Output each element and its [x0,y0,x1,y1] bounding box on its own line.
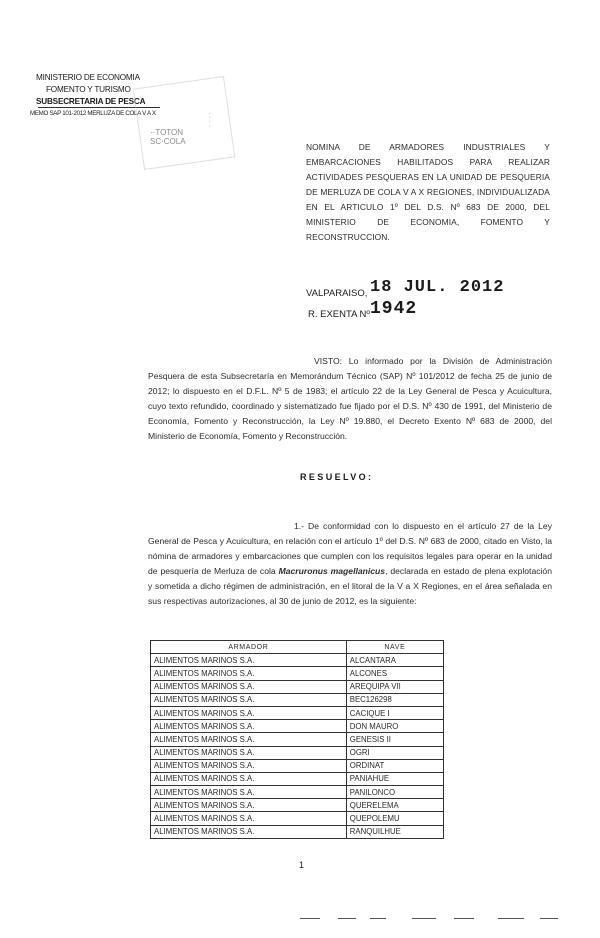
table-row [151,772,444,785]
page-number: 1 [299,860,305,870]
armador-cell: ALIMENTOS MARINOS S.A. [151,733,347,746]
footer-mark [498,918,524,919]
table-row [151,720,444,733]
place-label: VALPARAISO, [306,288,368,299]
footer-mark [540,918,558,919]
table-row [151,693,444,706]
table-row [151,667,444,680]
nave-cell: ALCONES [346,667,443,680]
armador-cell: ALIMENTOS MARINOS S.A. [151,759,347,772]
armador-cell: ALIMENTOS MARINOS S.A. [151,799,347,812]
official-stamp-text: ··TOTON SC·COLA [150,128,186,146]
nave-cell: CACIQUE I [346,706,443,719]
nave-cell: AREQUIPA VII [346,680,443,693]
official-stamp [133,76,236,170]
species-name: Macruronus magellanicus [278,566,386,577]
nave-cell: ALCANTARA [346,654,443,667]
table-row [151,706,444,719]
footer-mark [338,918,356,919]
nave-cell: PANILONCO [346,786,443,799]
armador-cell: ALIMENTOS MARINOS S.A. [151,693,347,706]
footer-mark [454,918,474,919]
table-row [151,759,444,772]
table-row [151,812,444,825]
table-row [151,746,444,759]
vessel-table-header [151,641,444,654]
nave-cell: DON MAURO [346,720,443,733]
armador-cell: ALIMENTOS MARINOS S.A. [151,680,347,693]
letterhead-subsecretaria: SUBSECRETARIA DE PESCA [36,97,146,106]
nave-cell: QUEPOLEMU [346,812,443,825]
armador-cell: ALIMENTOS MARINOS S.A. [151,746,347,759]
visto-paragraph: VISTO: Lo informado por la División de Administración Pesquera de esta Subsecretaría en Memorándum Técnico (SAP) Nº 101/2012 de fecha 25 de junio de 2012; lo dispuesto en el D.F.L. Nº 5 de 1983; el artículo 22 de la Ley General de Pesca y Acuicultura, cuyo texto refundido, coordinado y sistematizado fue fijado por el D.S. Nº 430 de 1991, del Ministerio de Economía, Fomento y Reconstrucción, la Ley Nº 19.880, el Decreto Exento Nº 683 de 2000, del Ministerio de Economía, Fomento y Reconstrucción. [148,356,552,442]
letterhead-fomento: FOMENTO Y TURISMO [46,85,131,94]
table-row [151,825,444,838]
vessel-table [150,640,444,839]
official-stamp-vertical: · · · · [206,112,213,128]
letterhead-ministry: MINISTERIO DE ECONOMIA [36,73,140,82]
footer-mark [370,918,386,919]
footer-mark [412,918,436,919]
nave-cell: PANIAHUE [346,772,443,785]
armador-cell: ALIMENTOS MARINOS S.A. [151,825,347,838]
armador-cell: ALIMENTOS MARINOS S.A. [151,720,347,733]
table-row [151,786,444,799]
armador-cell: ALIMENTOS MARINOS S.A. [151,706,347,719]
nave-cell: GENESIS II [346,733,443,746]
nave-cell: BEC126298 [346,693,443,706]
table-row [151,733,444,746]
nave-cell: QUERELEMA [346,799,443,812]
armador-cell: ALIMENTOS MARINOS S.A. [151,654,347,667]
header-nave: NAVE [346,641,443,654]
resolution-label: R. EXENTA Nº [308,309,370,320]
article-1-paragraph [148,519,552,610]
armador-cell: ALIMENTOS MARINOS S.A. [151,786,347,799]
letterhead-memo-ref: MEMO SAP 101-2012 MERLUZA DE COLA V A X [30,110,156,117]
resolution-title: NOMINA DE ARMADORES INDUSTRIALES Y EMBARCACIONES HABILITADOS PARA REALIZAR ACTIVIDADES PESQUERAS EN LA UNIDAD DE PESQUERIA DE MERLUZA DE COLA V A X REGIONES, INDIVIDUALIZADA EN EL ARTICULO 1º DEL D.S. Nº 683 DE 2000, DEL MINISTERIO DE ECONOMIA, FOMENTO Y RECONSTRUCCION. [306,142,550,242]
armador-cell: ALIMENTOS MARINOS S.A. [151,812,347,825]
nave-cell: ORDINAT [346,759,443,772]
armador-cell: ALIMENTOS MARINOS S.A. [151,667,347,680]
resolution-number: 1942 [370,299,418,319]
nave-cell: OGRI [346,746,443,759]
footer-mark [300,918,320,919]
table-row [151,799,444,812]
article-1-text-start: 1.- De conformidad con lo dispuesto en el artículo 27 de la Ley General de Pesca y Acuicultura, en relación con el artículo 1º del D.S. Nº 683 de 2000, citado en Visto, la nómina de armadores y embarcaciones que cumplen con los requisitos legales para operar en la unidad de pesquería de Merluza de cola [148,521,552,577]
article-1-text-end: , declarada en estado de plena explotación y sometida a dicho régimen de administración, en el litoral de la V a X Regiones, en el área señalada en sus respectivas autorizaciones, al 30 de junio de 2012, es la siguiente: [148,566,552,607]
table-row [151,680,444,693]
resuelvo-heading: RESUELVO: [300,472,374,482]
armador-cell: ALIMENTOS MARINOS S.A. [151,772,347,785]
table-row [151,654,444,667]
date-stamp: 18 JUL. 2012 [370,278,505,297]
header-armador: ARMADOR [151,641,347,654]
nave-cell: RANQUILHUE [346,825,443,838]
